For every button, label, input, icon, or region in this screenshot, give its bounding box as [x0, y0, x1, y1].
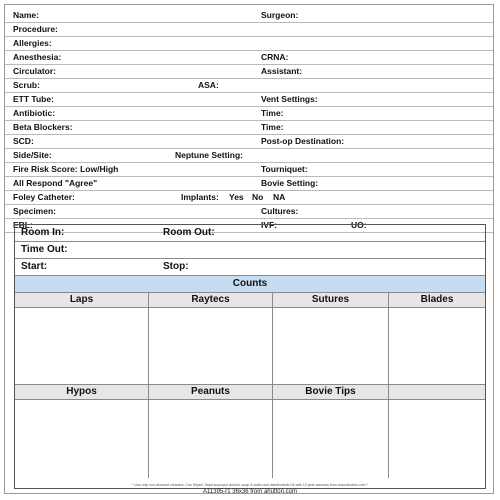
blank-header: [389, 385, 485, 400]
raytecs-cell: [149, 308, 273, 385]
procedure-label: Procedure:: [13, 24, 58, 34]
field-row: [5, 93, 493, 107]
field-row: [5, 51, 493, 65]
post-op-label: Post-op Destination:: [261, 136, 345, 146]
antibiotic-time-label: Time:: [261, 108, 284, 118]
crna-label: CRNA:: [261, 52, 289, 62]
whiteboard: [4, 4, 494, 494]
counts-header: Counts: [15, 276, 485, 293]
beta-blockers-time-label: Time:: [261, 122, 284, 132]
implants-yes: Yes: [229, 192, 244, 202]
field-row: [5, 177, 493, 191]
product-id: A11395-r1 36x36 from ahutton.com: [203, 489, 297, 495]
start-stop-row: [15, 259, 485, 276]
side-site-label: Side/Site:: [13, 150, 52, 160]
field-row: [5, 23, 493, 37]
laps-cell: [15, 308, 149, 385]
bovie-setting-label: Bovie Setting:: [261, 178, 319, 188]
hypos-header: Hypos: [15, 385, 149, 400]
field-row: [5, 107, 493, 121]
raytecs-header: Raytecs: [149, 293, 273, 308]
field-row: [5, 9, 493, 23]
ett-tube-label: ETT Tube:: [13, 94, 54, 104]
field-row: [5, 65, 493, 79]
antibiotic-label: Antibiotic:: [13, 108, 56, 118]
ebl-label: EBL:: [13, 220, 33, 230]
peanuts-cell: [149, 400, 273, 478]
field-row: [5, 163, 493, 177]
scd-label: SCD:: [13, 136, 34, 146]
specimen-label: Specimen:: [13, 206, 56, 216]
blades-header: Blades: [389, 293, 485, 308]
room-in-label: Room In:: [21, 227, 65, 238]
counts-grid-top: [15, 293, 485, 385]
time-out-label: Time Out:: [21, 244, 68, 255]
surgeon-label: Surgeon:: [261, 10, 299, 20]
counts-grid-bottom: [15, 385, 485, 478]
cultures-label: Cultures:: [261, 206, 299, 216]
neptune-label: Neptune Setting:: [175, 150, 243, 160]
room-row: [15, 225, 485, 242]
sutures-header: Sutures: [273, 293, 389, 308]
field-row: [5, 149, 493, 163]
uo-label: UO:: [351, 220, 367, 230]
peanuts-header: Peanuts: [149, 385, 273, 400]
fine-print: * Use only non-abrasive cleaners. Can Wipes: Sapa isopropyl alcohol, soap & water and disinfectants Ok with 10 year warranty from www.ahutton.com *: [132, 483, 368, 487]
laps-header: Laps: [15, 293, 149, 308]
ivf-label: IVF:: [261, 220, 278, 230]
counts-section: [14, 224, 486, 489]
tourniquet-label: Tourniquet:: [261, 164, 308, 174]
hypos-cell: [15, 400, 149, 478]
bovie-tips-cell: [273, 400, 389, 478]
blades-cell: [389, 308, 485, 385]
fire-risk-label: Fire Risk Score: Low/High: [13, 164, 119, 174]
scrub-label: Scrub:: [13, 80, 40, 90]
field-row: [5, 135, 493, 149]
field-row: [5, 121, 493, 135]
beta-blockers-label: Beta Blockers:: [13, 122, 73, 132]
asa-label: ASA:: [198, 80, 219, 90]
all-respond-label: All Respond "Agree": [13, 178, 98, 188]
name-label: Name:: [13, 10, 39, 20]
patient-fields: [5, 9, 493, 233]
implants-no: No: [252, 192, 264, 202]
implants-label: Implants:: [181, 192, 219, 202]
field-row: [5, 191, 493, 205]
stop-label: Stop:: [163, 261, 189, 272]
circulator-label: Circulator:: [13, 66, 56, 76]
foley-label: Foley Catheter:: [13, 192, 75, 202]
sutures-cell: [273, 308, 389, 385]
bovie-tips-header: Bovie Tips: [273, 385, 389, 400]
room-out-label: Room Out:: [163, 227, 215, 238]
assistant-label: Assistant:: [261, 66, 303, 76]
time-out-row: [15, 242, 485, 259]
field-row: [5, 79, 493, 93]
blank-cell: [389, 400, 485, 478]
anesthesia-label: Anesthesia:: [13, 52, 62, 62]
allergies-label: Allergies:: [13, 38, 52, 48]
start-label: Start:: [21, 261, 48, 272]
implants-na: NA: [273, 192, 286, 202]
vent-settings-label: Vent Settings:: [261, 94, 318, 104]
field-row: [5, 205, 493, 219]
field-row: [5, 37, 493, 51]
